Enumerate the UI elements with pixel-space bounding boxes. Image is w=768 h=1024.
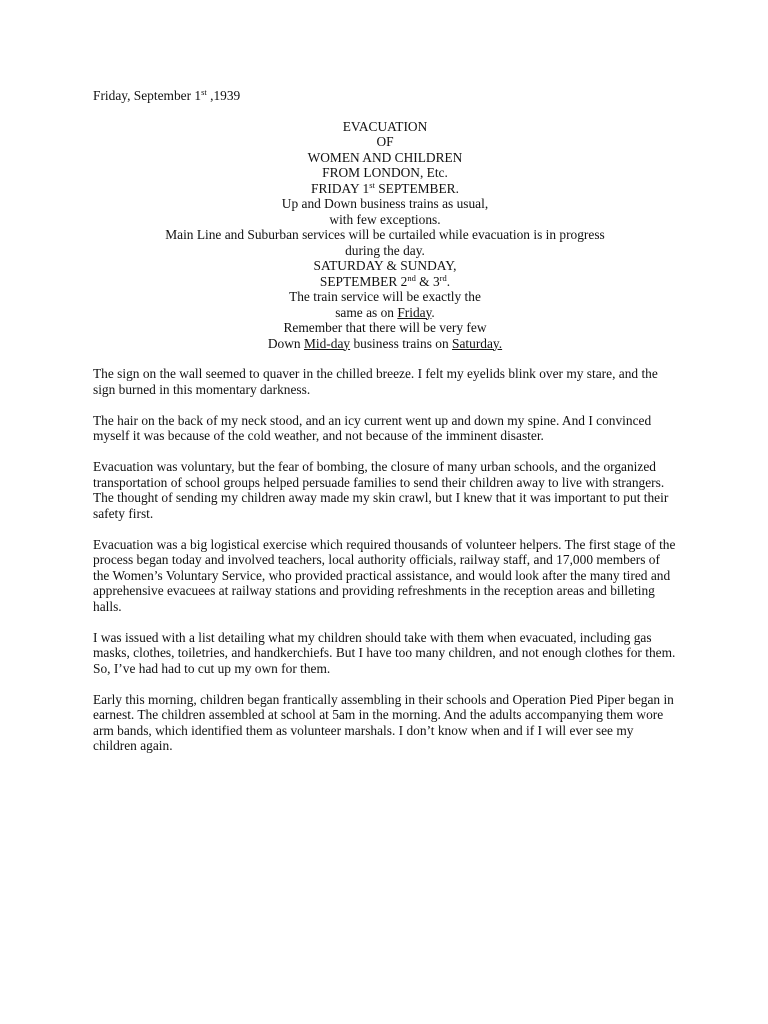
notice-weekend-date-period: . xyxy=(446,273,451,289)
notice-line-period: . xyxy=(431,304,435,320)
dateline-text: Friday, September 1 xyxy=(93,88,202,103)
notice-line-text-2: business trains on xyxy=(350,335,453,351)
notice-line: Main Line and Suburban services will be curtailed while evacuation is in progress xyxy=(165,227,605,242)
dateline-year: ,1939 xyxy=(206,88,241,103)
notice-line xyxy=(93,336,677,352)
notice-friday-date-ordinal: st xyxy=(369,179,375,190)
notice-friday-date-text: FRIDAY 1 xyxy=(311,180,370,196)
notice-heading-from: FROM LONDON, Etc. xyxy=(322,165,448,180)
notice-line xyxy=(93,305,677,321)
notice-underlined-friday: Friday xyxy=(397,304,432,320)
notice-weekend-date-text-2: & 3 xyxy=(415,273,440,289)
dateline-ordinal: st xyxy=(201,87,207,97)
diary-dateline xyxy=(93,88,677,104)
notice-heading-of: OF xyxy=(376,134,394,149)
notice-weekend-date-ordinal-1: nd xyxy=(407,272,416,283)
notice-heading: EVACUATION xyxy=(342,118,428,134)
notice-weekend-date-ordinal-2: rd xyxy=(439,272,447,283)
notice-line-text: Down xyxy=(267,335,304,351)
notice-underlined-saturday: Saturday. xyxy=(452,335,503,351)
notice-friday-date xyxy=(93,181,677,197)
notice-line: The train service will be exactly the xyxy=(289,289,481,304)
notice-heading-who: WOMEN AND CHILDREN xyxy=(307,149,463,165)
notice-line: Remember that there will be very few xyxy=(283,320,487,335)
body-paragraph: Evacuation was a big logistical exercise which required thousands of volunteer helpers. The first stage of the process began today and involved teachers, local authority officials, railway staff, and 17,000 members of the Women’s Voluntary Service, who provided practical assistance, and would look after the many tired and apprehensive evacuees at railway stations and providing refreshments in the reception areas and billeting halls. xyxy=(93,536,676,614)
body-paragraph: The hair on the back of my neck stood, and an icy current went up and down my spine. And I convinced myself it was because of the cold weather, and not because of the imminent disaster. xyxy=(93,412,652,443)
document-page xyxy=(93,88,677,769)
body-paragraph: The sign on the wall seemed to quaver in the chilled breeze. I felt my eyelids blink over my stare, and the sign burned in this momentary darkness. xyxy=(93,366,658,397)
body-paragraph: Evacuation was voluntary, but the fear of bombing, the closure of many urban schools, and the organized transportation of school groups helped persuade families to send their children away to live with strangers. The thought of sending my children away made my skin crawl, but I knew that it was important to put their safety first. xyxy=(93,459,669,521)
body-paragraph: Early this morning, children began frantically assembling in their schools and Operation Pied Piper began in earnest. The children assembled at school at 5am in the morning. And the adults accompanying them wore arm bands, which identified them as volunteer marshals. I don’t know when and if I will ever see my children again. xyxy=(93,691,674,753)
notice-underlined-midday: Mid-day xyxy=(303,335,351,351)
notice-line: Up and Down business trains as usual, xyxy=(281,196,489,211)
notice-line-text: same as on xyxy=(335,304,398,320)
notice-weekend-date xyxy=(93,274,677,290)
notice-line: with few exceptions. xyxy=(329,211,441,227)
evacuation-notice xyxy=(93,119,677,352)
notice-friday-date-month: SEPTEMBER. xyxy=(374,180,459,196)
body-paragraph: I was issued with a list detailing what my children should take with them when evacuated, including gas masks, clothes, toiletries, and handkerchiefs. But I have too many children, and not enough clothes for them. So, I’ve had had to cut up my own for them. xyxy=(93,629,676,676)
notice-weekend-heading: SATURDAY & SUNDAY, xyxy=(313,258,457,273)
notice-weekend-date-text: SEPTEMBER 2 xyxy=(319,273,408,289)
notice-line: during the day. xyxy=(345,242,425,258)
